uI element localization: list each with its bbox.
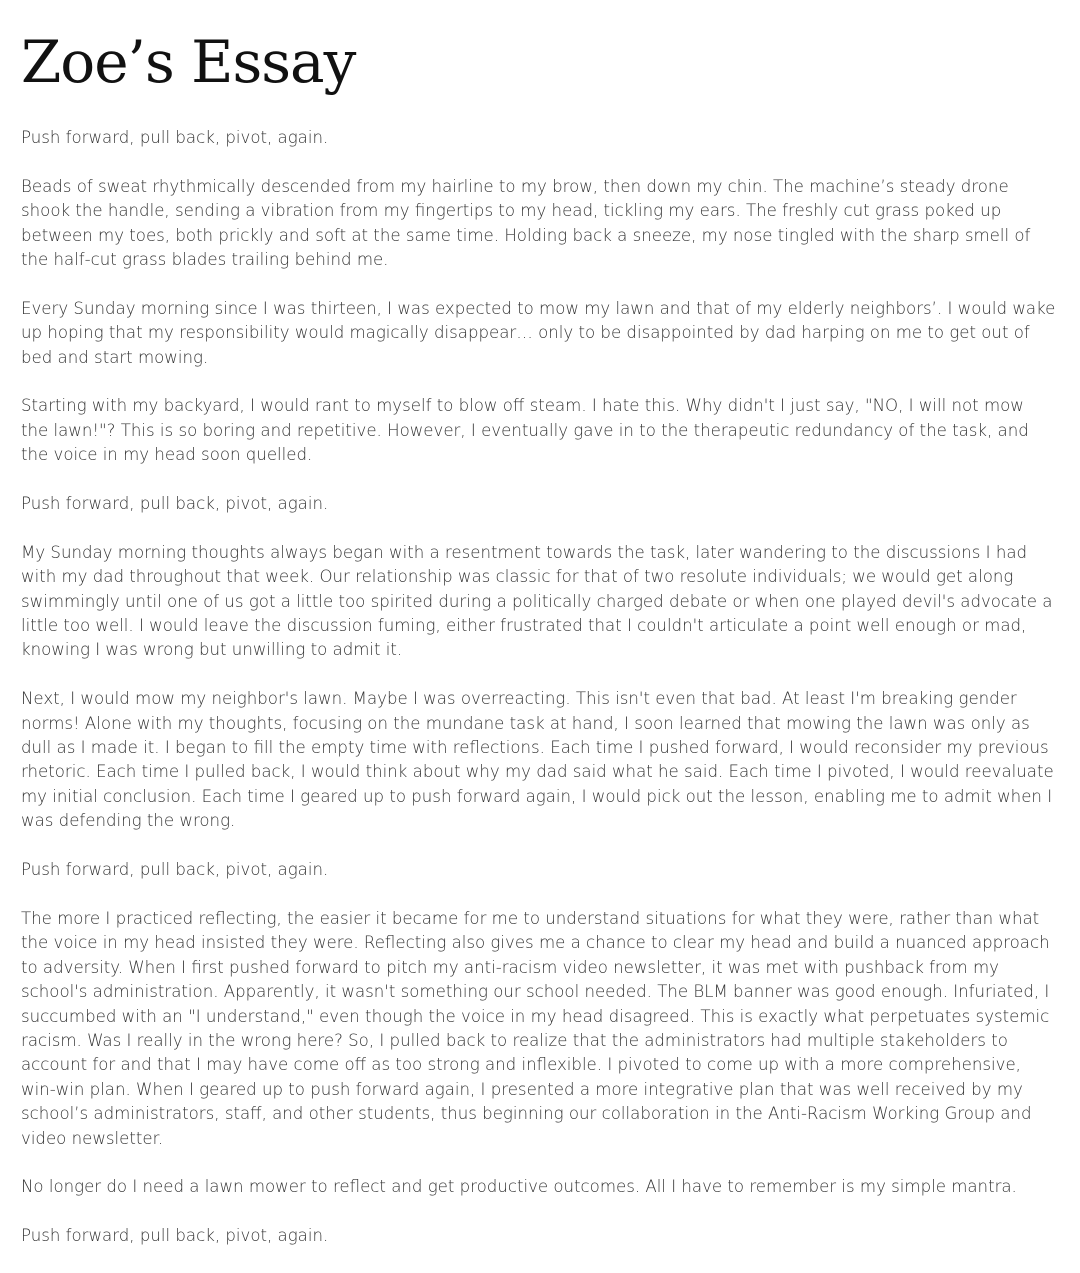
essay-paragraph: Starting with my backyard, I would rant to myself to blow off steam. I hate this. Why didn't I just say, "NO, I will not mow the lawn!"? This is so boring and repetitive. However, I eventually gave in to the therapeutic redundancy of the task, and the voice in my head soon quelled. [21, 396, 1029, 465]
essay-paragraph: Next, I would mow my neighbor's lawn. Maybe I was overreacting. This isn't even that bad. At least I'm breaking gender norms! Alone with my thoughts, focusing on the mundane task at hand, I soon learned that mowing the lawn was only as dull as I made it. I began to fill the empty time with reflections. Each time I pushed forward, I would reconsider my previous rhetoric. Each time I pulled back, I would think about why my dad said what he said. Each time I pivoted, I would reevaluate my initial conclusion. Each time I geared up to push forward again, I would pick out the lesson, enabling me to admit when I was defending the wrong. [21, 689, 1054, 831]
essay-paragraph: The more I practiced reflecting, the easier it became for me to understand situations for what they were, rather than what the voice in my head insisted they were. Reflecting also gives me a chance to clear my head and build a nuanced approach to adversity. When I first pushed forward to pitch my anti-racism video newsletter, it was met with pushback from my school's administration. Apparently, it wasn't something our school needed. The BLM banner was good enough. Infuriated, I succumbed with an "I understand," even though the voice in my head disagreed. This is exactly what perpetuates systemic racism. Was I really in the wrong here? So, I pulled back to realize that the administrators had multiple stakeholders to account for and that I may have come off as too strong and inflexible. I pivoted to come up with a more comprehensive, win-win plan. When I geared up to push forward again, I presented a more integrative plan that was well received by my school’s administrators, staff, and other students, thus beginning our collaboration in the Anti-Racism Working Group and video newsletter. [21, 908, 1050, 1148]
essay-paragraph-mantra: Push forward, pull back, pivot, again. [21, 128, 329, 147]
essay-paragraph: My Sunday morning thoughts always began with a resentment towards the task, later wandering to the discussions I had with my dad throughout that week. Our relationship was classic for that of two resolute individuals; we would get along swimmingly until one of us got a little too spirited during a politically charged debate or when one played devil's advocate a little too well. I would leave the discussion fuming, either frustrated that I couldn't articulate a point well enough or mad, knowing I was wrong but unwilling to admit it. [21, 542, 1053, 660]
page-title: Zoe’s Essay [21, 28, 356, 96]
essay-paragraph-mantra: Push forward, pull back, pivot, again. [21, 860, 329, 880]
essay-body [21, 126, 1056, 1249]
essay-paragraph-mantra: Push forward, pull back, pivot, again. [21, 1226, 329, 1246]
essay-page [21, 0, 1056, 1273]
essay-paragraph: No longer do I need a lawn mower to reflect and get productive outcomes. All I have to remember is my simple mantra. [21, 1177, 1017, 1197]
essay-paragraph-mantra: Push forward, pull back, pivot, again. [21, 494, 329, 514]
essay-paragraph: Every Sunday morning since I was thirteen, I was expected to mow my lawn and that of my elderly neighbors’. I would wake up hoping that my responsibility would magically disappear… only to be disappointed by dad harping on me to get out of bed and start mowing. [21, 298, 1056, 367]
essay-paragraph: Beads of sweat rhythmically descended from my hairline to my brow, then down my chin. The machine’s steady drone shook the handle, sending a vibration from my fingertips to my head, tickling my ears. The freshly cut grass poked up between my toes, both prickly and soft at the same time. Holding back a sneeze, my nose tingled with the sharp smell of the half-cut grass blades trailing behind me. [21, 176, 1031, 270]
